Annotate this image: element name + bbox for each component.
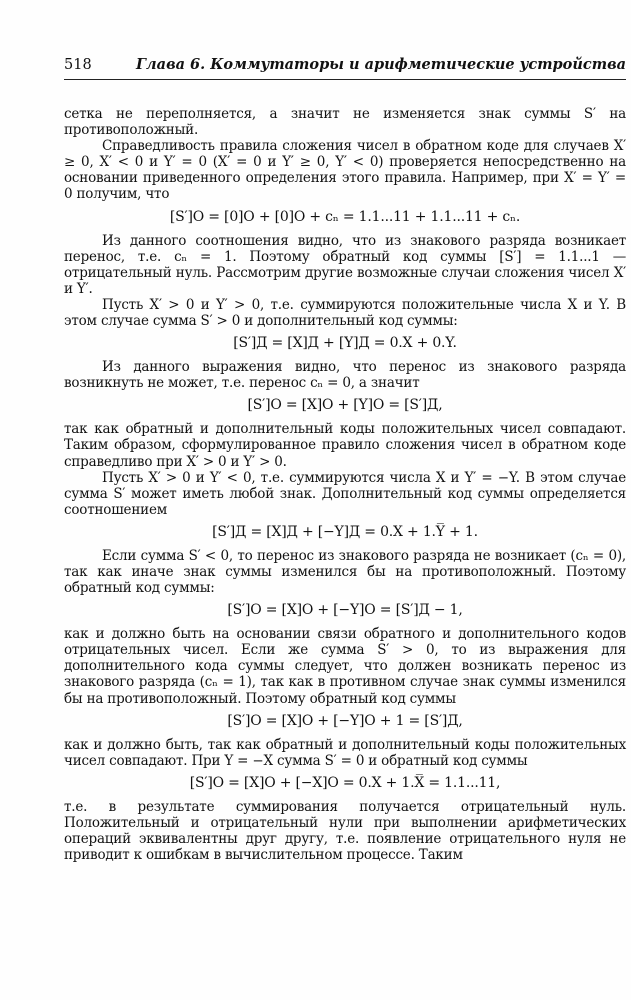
paragraph: так как обратный и дополнительный коды положительных чисел совпадают. Таким образом, сформулированное правило сложения чисел в обратном коде справедливо при X′ > 0 и Y′ > 0.: [64, 421, 626, 470]
paragraph: Из данного соотношения видно, что из знакового разряда возникает перенос, т.е. cₙ = 1. Поэтому обратный код суммы [S′] = 1.1...1 — отрицательный нуль. Рассмотрим другие возможные случаи сложения чисел X′ и Y′.: [64, 232, 626, 297]
paragraph: т.е. в результате суммирования получается отрицательный нуль. Положительный и отрицательный нули при выполнении арифметических операций эквивалентны друг другу, т.е. появление отрицательного нуля не приводит к ошибкам в вычислительном процессе. Таким: [64, 798, 626, 864]
page-header: [64, 54, 626, 76]
paragraph: Справедливость правила сложения чисел в обратном коде для случаев X′ ≥ 0, X′ < 0 и Y′ = 0 (X′ = 0 и Y′ ≥ 0, Y′ < 0) проверяется непосредственно на основании приведенного определения этого правила. Например, при X′ = Y′ = 0 получим, что: [64, 138, 626, 203]
equation: [S′]Д = [X]Д + [Y]Д = 0.X + 0.Y.: [233, 335, 457, 352]
paragraph: Пусть X′ > 0 и Y′ > 0, т.е. суммируются положительные числа X и Y. В этом случае сумма S′ > 0 и дополнительный код суммы:: [64, 296, 626, 330]
header-rule: [64, 79, 626, 80]
equation: [S′]О = [X]О + [−Y]О + 1 = [S′]Д,: [227, 712, 463, 729]
paragraph: Пусть X′ > 0 и Y′ < 0, т.е. суммируются числа X и Y′ = −Y. В этом случае сумма S′ может иметь любой знак. Дополнительный код суммы определяется соотношением: [64, 469, 626, 518]
paragraph: Если сумма S′ < 0, то перенос из знакового разряда не возникает (cₙ = 0), так как иначе знак суммы изменился бы на противоположный. Поэтому обратный код суммы:: [64, 547, 626, 597]
page-number: 518: [64, 57, 92, 73]
paragraph: Из данного выражения видно, что перенос из знакового разряда возникнуть не может, т.е. перенос cₙ = 0, а значит: [64, 359, 626, 392]
paragraph: как и должно быть на основании связи обратного и дополнительного кодов отрицательных чисел. Если же сумма S′ > 0, то из выражения для дополнительного кода суммы следует, что должен возникать перенос из знакового разряда (cₙ = 1), так как в противном случае знак суммы изменился бы на противоположный. Поэтому обратный код суммы: [64, 626, 626, 707]
equation: [S′]О = [0]О + [0]О + cₙ = 1.1...11 + 1.1...11 + cₙ.: [169, 208, 521, 225]
paragraph: сетка не переполняется, а значит не изменяется знак суммы S′ на противоположный.: [64, 106, 626, 139]
equation: [S′]Д = [X]Д + [−Y]Д = 0.X + 1.Y̅ + 1.: [212, 523, 478, 540]
equation: [S′]О = [X]О + [−X]О = 0.X + 1.X̅ = 1.1...11,: [189, 774, 501, 791]
equation: [S′]О = [X]О + [−Y]О = [S′]Д − 1,: [227, 602, 463, 619]
running-head: Глава 6. Коммутаторы и арифметические устройства: [136, 56, 626, 73]
paragraph: как и должно быть, так как обратный и дополнительный коды положительных чисел совпадают. При Y = −X сумма S′ = 0 и обратный код суммы: [64, 736, 626, 769]
equation: [S′]О = [X]О + [Y]О = [S′]Д,: [247, 397, 443, 414]
page-body: [64, 106, 626, 863]
